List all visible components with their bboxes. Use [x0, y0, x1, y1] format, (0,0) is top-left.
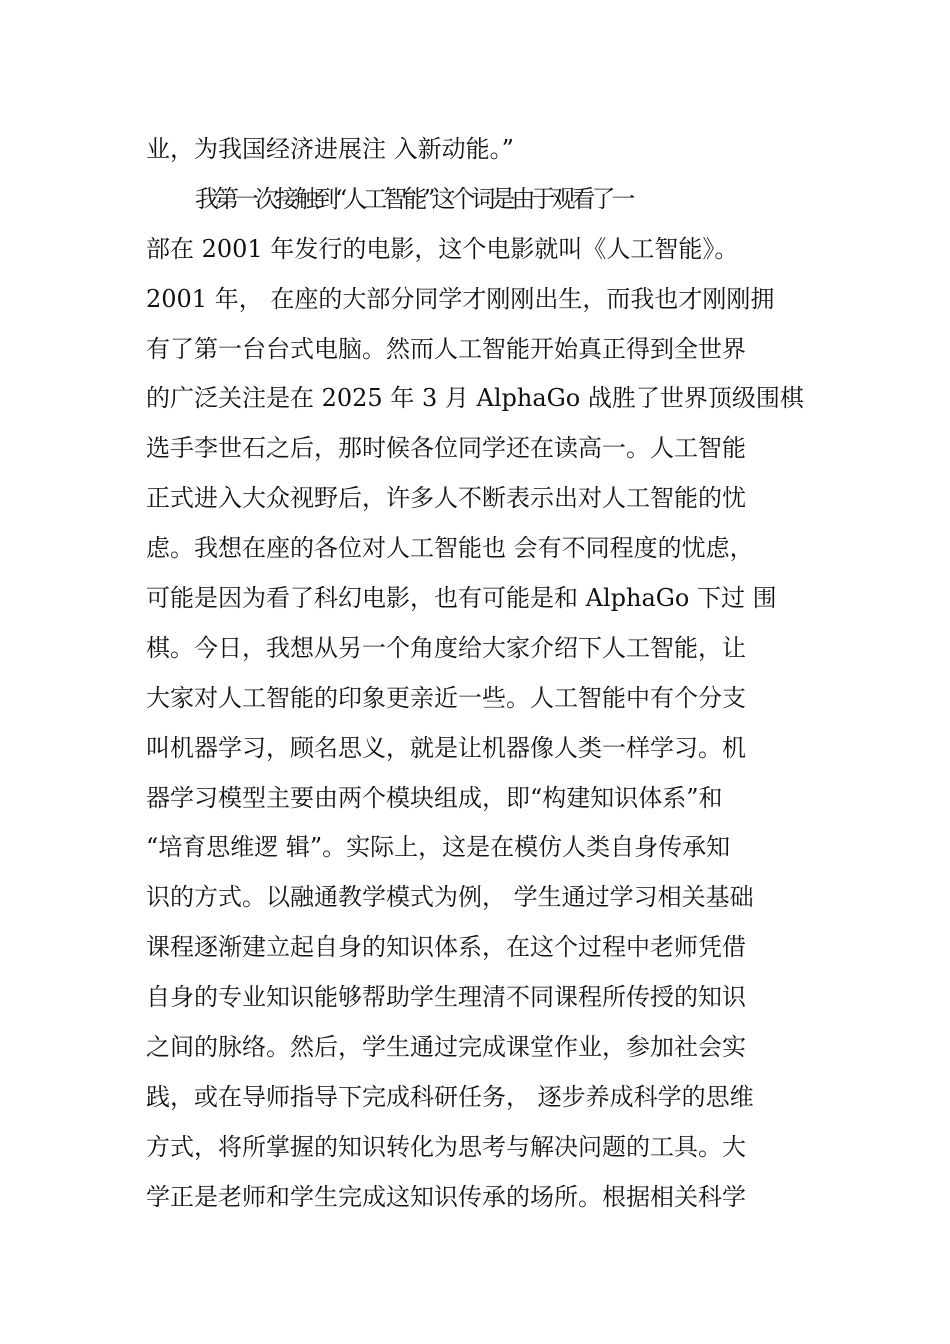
text-line: 选手李世石之后，那时候各位同学还在读高一。人工智能 [146, 434, 746, 463]
text-line: 正式进入大众视野后，许多人不断表示出对人工智能的忧 [146, 484, 746, 513]
text-line: 部在 2001 年发行的电影，这个电影就叫《人工智能》。 [146, 234, 739, 263]
text-line: 2001 年， 在座的大部分同学才刚刚出生，而我也才刚刚拥 [146, 284, 775, 313]
text-line: 的广泛关注是在 2025 年 3 月 AlphaGo 战胜了世界顶级围棋 [146, 384, 804, 413]
text-line: 课程逐渐建立起自身的知识体系，在这个过程中老师凭借 [146, 933, 746, 962]
text-line: 践，或在导师指导下完成科研任务， 逐步养成科学的思维 [146, 1082, 754, 1111]
paragraph-first-line: 我第一次接触到“人工智能”这个词是由于观看了一 [195, 184, 632, 213]
text-line: 有了第一台台式电脑。然而人工智能开始真正得到全世界 [146, 334, 746, 363]
text-line: 之间的脉络。然后，学生通过完成课堂作业，参加社会实 [146, 1033, 746, 1062]
text-line: 可能是因为看了科幻电影，也有可能是和 AlphaGo 下过 围 [146, 584, 777, 613]
text-line: 业，为我国经济进展注 入新动能。” [146, 135, 514, 163]
text-line: 识的方式。以融通教学模式为例， 学生通过学习相关基础 [146, 883, 754, 912]
text-line: 虑。我想在座的各位对人工智能也 会有不同程度的忧虑， [146, 534, 754, 563]
text-line: 棋。今日，我想从另一个角度给大家介绍下人工智能，让 [146, 633, 746, 662]
text-line: 叫机器学习，顾名思义，就是让机器像人类一样学习。机 [146, 733, 746, 762]
text-line: 大家对人工智能的印象更亲近一些。人工智能中有个分支 [146, 683, 746, 712]
body-text [146, 125, 826, 1223]
text-line: 学正是老师和学生完成这知识传承的场所。根据相关科学 [146, 1182, 746, 1211]
text-line: “培育思维逻 辑”。实际上，这是在模仿人类自身传承知 [146, 833, 731, 862]
text-line: 方式，将所掌握的知识转化为思考与解决问题的工具。大 [146, 1132, 746, 1161]
text-line: 自身的专业知识能够帮助学生理清不同课程所传授的知识 [146, 983, 746, 1012]
text-line: 器学习模型主要由两个模块组成，即“构建知识体系”和 [146, 783, 723, 812]
